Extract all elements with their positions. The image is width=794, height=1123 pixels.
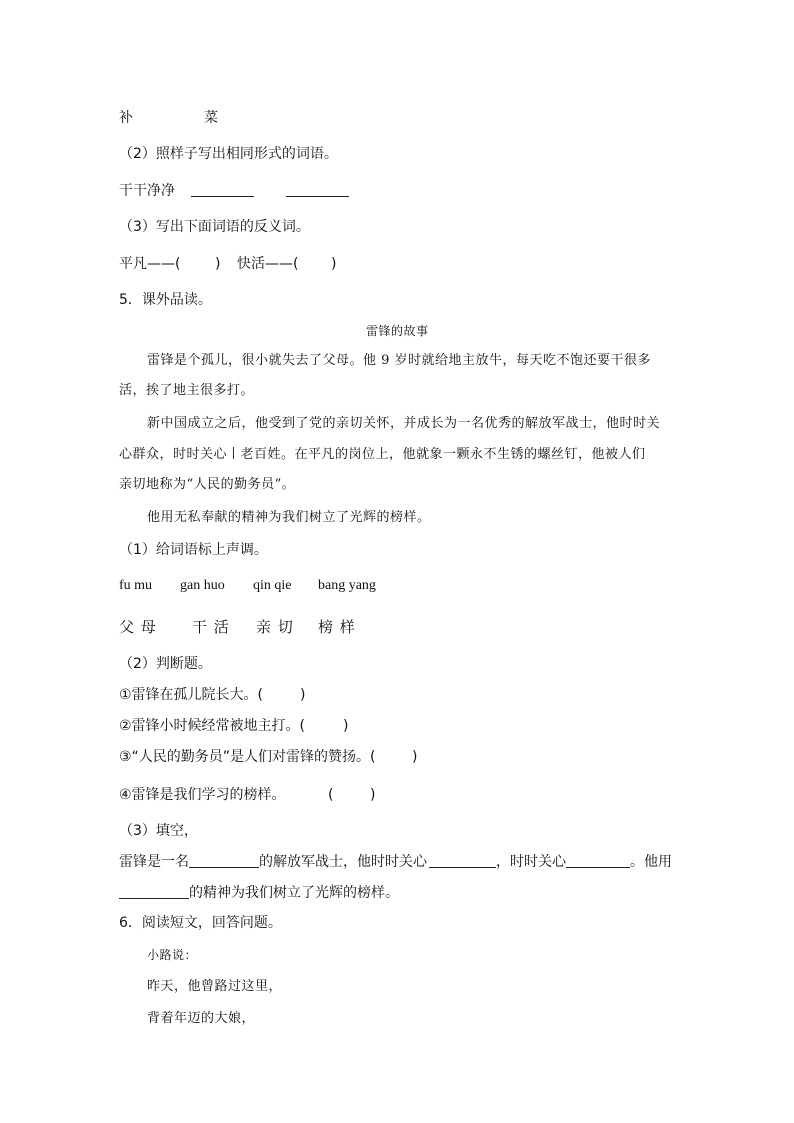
fill-text-c: ，时时关心 xyxy=(496,854,566,870)
q5-sub2-prompt: （2）判断题。 xyxy=(119,656,212,672)
judge-1: ①雷锋在孤儿院长大。( xyxy=(119,687,264,703)
answer-blank-1[interactable] xyxy=(191,182,254,197)
q5-sub1-prompt: （1）给词语标上声调。 xyxy=(119,542,268,558)
judge-4: ④雷锋是我们学习的榜样。 xyxy=(119,787,286,803)
fill-blank-1[interactable] xyxy=(189,853,259,868)
fill-blank-2[interactable] xyxy=(429,853,496,868)
judge-3: ③“人民的勤务员”是人们对雷锋的赞扬。( xyxy=(119,749,376,765)
q5-heading: 5．课外品读。 xyxy=(119,292,212,308)
answer-blank-2[interactable] xyxy=(286,182,349,197)
char-cai: 菜 xyxy=(204,110,218,126)
antonym-2: 快活——( xyxy=(237,256,299,272)
story-title: 雷锋的故事 xyxy=(366,324,429,338)
judge-2-close: ) xyxy=(343,718,349,734)
judge-1-close: ) xyxy=(300,687,306,703)
antonym-1-close: ) xyxy=(215,256,221,272)
word-1: 父 母 xyxy=(119,618,157,636)
word-3: 亲 切 xyxy=(256,618,294,636)
fill-text-e: 的精神为我们树立了光辉的榜样。 xyxy=(189,885,399,901)
q5-sub3-prompt: （3）填空， xyxy=(119,823,198,839)
judge-2: ②雷锋小时候经常被地主打。( xyxy=(119,718,306,734)
antonym-2-close: ) xyxy=(331,256,337,272)
pinyin-1: fu mu xyxy=(119,578,153,593)
story-p3-line1: 他用无私奉献的精神为我们树立了光辉的榜样。 xyxy=(147,510,431,525)
pinyin-3: qin qie xyxy=(253,578,292,593)
example-word: 干干净净 xyxy=(119,183,175,199)
q4-sub2-prompt: （2）照样子写出相同形式的词语。 xyxy=(119,146,338,162)
fill-blank-4[interactable] xyxy=(119,884,189,899)
poem-line-1: 小路说： xyxy=(147,948,198,962)
judge-4-close: ) xyxy=(370,787,376,803)
poem-line-2: 昨天，他曾路过这里， xyxy=(147,979,283,994)
pinyin-4: bang yang xyxy=(318,578,376,593)
fill-text-d: 。他用 xyxy=(630,854,672,870)
fill-text-b: 的解放军战士，他时时关心 xyxy=(259,854,427,870)
story-p1-line1: 雷锋是个孤儿，很小就失去了父母。他 9 岁时就给地主放牛，每天吃不饱还要干很多 xyxy=(147,353,652,368)
story-p2-line2: 心群众，时时关心丨老百姓。在平凡的岗位上，他就象一颗永不生锈的螺丝钉，他被人们 xyxy=(119,447,646,462)
q4-sub3-prompt: （3）写出下面词语的反义词。 xyxy=(119,219,310,235)
fill-blank-3[interactable] xyxy=(566,853,630,868)
pinyin-2: gan huo xyxy=(180,578,225,593)
word-4: 榜 样 xyxy=(318,618,356,636)
story-p2-line3: 亲切地称为“人民的勤务员”。 xyxy=(119,477,296,492)
story-p1-line2: 活，挨了地主很多打。 xyxy=(119,383,255,398)
fill-text-a: 雷锋是一名 xyxy=(119,854,189,870)
char-bu: 补 xyxy=(119,110,133,126)
judge-3-close: ) xyxy=(412,749,418,765)
poem-line-3: 背着年迈的大娘， xyxy=(147,1011,256,1026)
q6-heading: 6．阅读短文，回答问题。 xyxy=(119,915,282,931)
story-p2-line1: 新中国成立之后，他受到了党的亲切关怀，并成长为一名优秀的解放军战士，他时时关 xyxy=(147,416,661,431)
word-2: 干 活 xyxy=(192,618,230,636)
judge-4-open: ( xyxy=(328,787,334,803)
antonym-1: 平凡——( xyxy=(119,256,181,272)
